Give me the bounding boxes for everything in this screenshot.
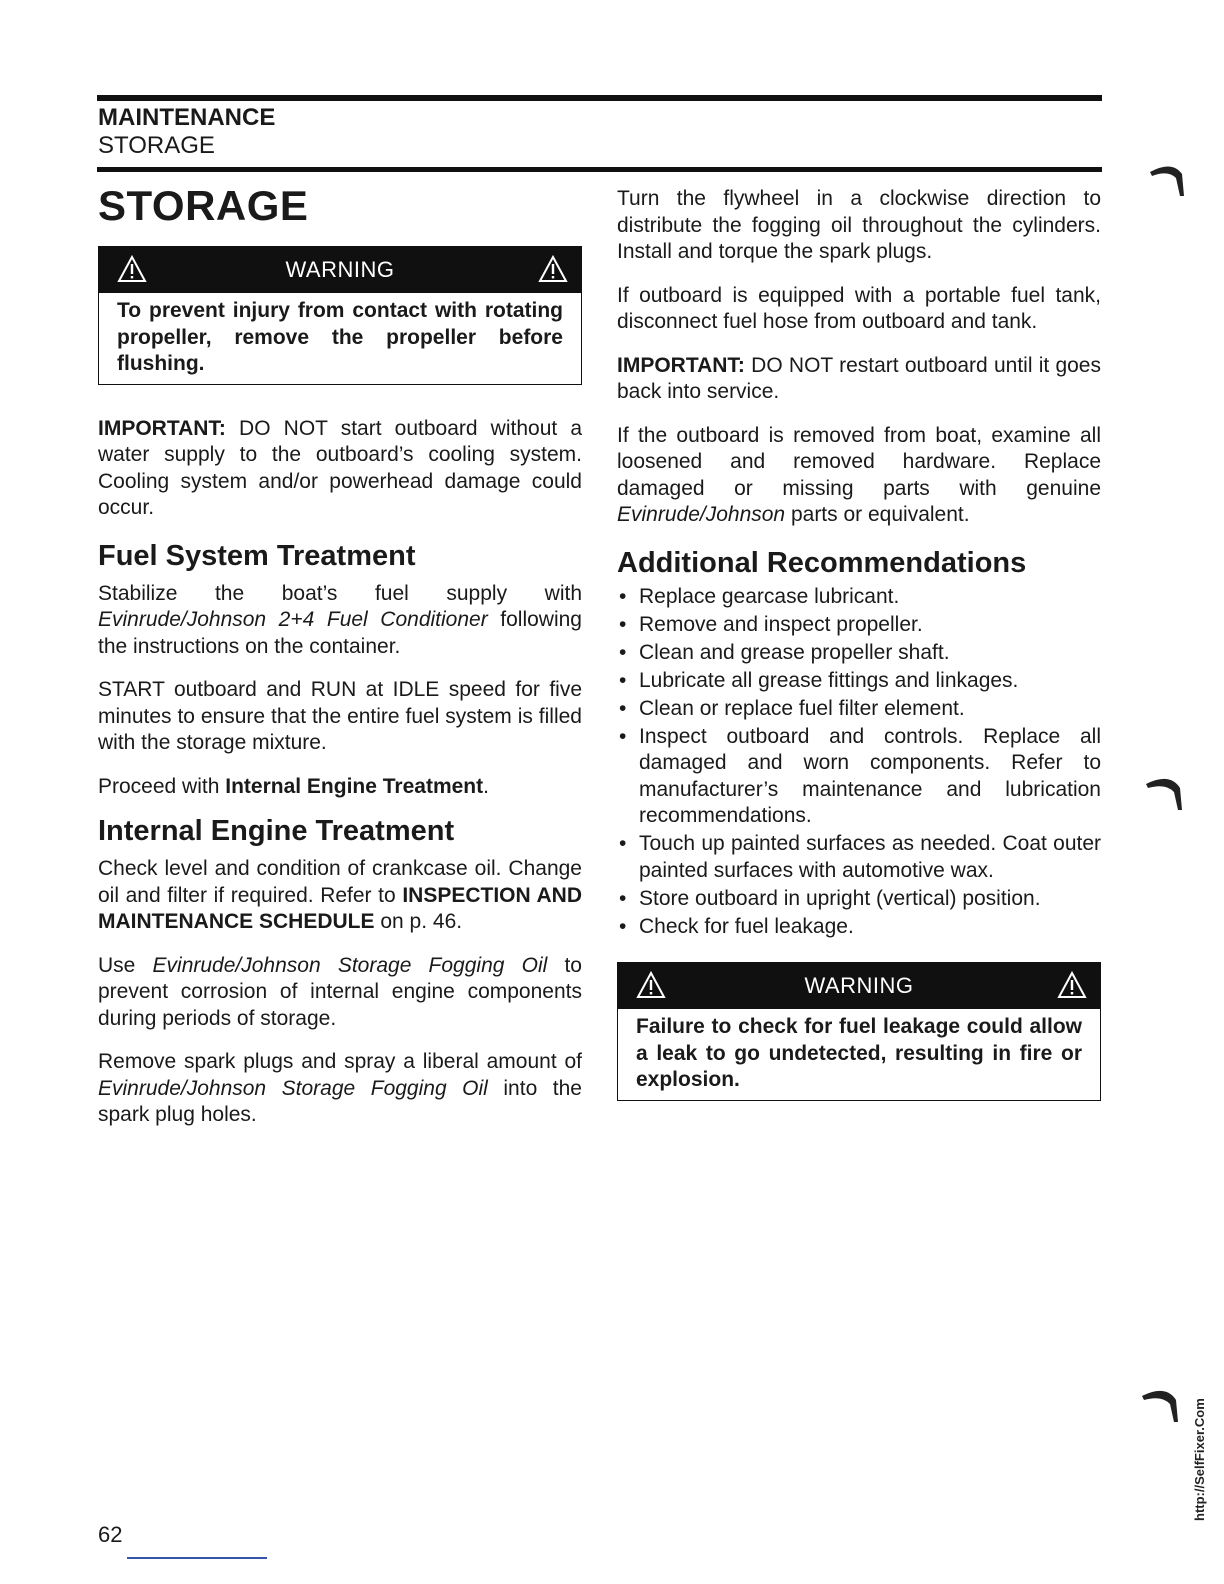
text-run: Check level and condition of crankcase oil. Change oil and filter if required. Refer to bbox=[98, 857, 582, 907]
important-text: DO NOT start outboard without a water supply to the outboard’s cooling system. Cooling system and/or powerhead damage could occur. bbox=[98, 416, 582, 519]
header-rule-top bbox=[97, 95, 1102, 101]
list-item: • Check for fuel leakage. bbox=[617, 914, 1101, 941]
watermark: http://SelfFixer.Com bbox=[1192, 1398, 1207, 1521]
text-run: parts or equivalent. bbox=[785, 503, 970, 526]
warning-box-propeller bbox=[98, 246, 582, 385]
warning-text: Failure to check for fuel leakage could allow a leak to go undetected, resulting in fire or explosion. bbox=[636, 1015, 1082, 1091]
list-item: • Touch up painted surfaces as needed. Coat outer painted surfaces with automotive wax. bbox=[617, 831, 1101, 884]
internal-engine-paragraph-2 bbox=[98, 953, 582, 1033]
cross-reference: INSPECTION AND MAINTENANCE SCHEDULE bbox=[98, 883, 582, 933]
recommendations-list bbox=[617, 584, 1101, 941]
header-rule-bottom bbox=[97, 167, 1102, 172]
text-run: Use bbox=[98, 953, 153, 977]
text-run: into the spark plug holes. bbox=[98, 1076, 582, 1126]
fuel-system-paragraph-2: START outboard and RUN at IDLE speed for five minutes to ensure that the entire fuel system is filled with the storage mixture. bbox=[98, 678, 582, 754]
cross-reference: Internal Engine Treatment bbox=[225, 774, 484, 798]
text-run: Stabilize the boat’s fuel supply with bbox=[98, 581, 582, 605]
text-run: to prevent corrosion of internal engine components during periods of storage. bbox=[98, 953, 582, 1030]
binding-mark bbox=[1140, 1384, 1182, 1426]
warning-triangle-icon bbox=[117, 255, 147, 283]
flywheel-paragraph: Turn the flywheel in a clockwise direction to distribute the fogging oil throughout the cylinders. Install and torque the spark plugs. bbox=[617, 187, 1101, 263]
important-text: DO NOT restart outboard until it goes back into service. bbox=[617, 353, 1101, 403]
header-subsection: STORAGE bbox=[98, 132, 215, 159]
product-name: Evinrude/Johnson Storage Fogging Oil bbox=[152, 953, 548, 977]
text-run: Remove spark plugs and spray a liberal amount of bbox=[98, 1050, 582, 1073]
warning-triangle-icon bbox=[1057, 971, 1087, 999]
internal-engine-paragraph-3 bbox=[98, 1049, 582, 1129]
list-item: • Clean and grease propeller shaft. bbox=[617, 640, 1101, 667]
text-run: on p. 46. bbox=[374, 910, 463, 933]
right-column bbox=[617, 186, 1101, 1132]
page-title: STORAGE bbox=[98, 182, 309, 229]
fuel-tank-paragraph: If outboard is equipped with a portable fuel tank, disconnect fuel hose from outboard and tank. bbox=[617, 283, 1101, 333]
important-note-restart bbox=[617, 353, 1101, 406]
warning-header bbox=[618, 963, 1100, 1009]
list-item: • Inspect outboard and controls. Replace all damaged and worn components. Refer to manufacturer’s maintenance and lubrication recommendations. bbox=[617, 724, 1101, 830]
text-run: following the instructions on the container. bbox=[98, 608, 582, 658]
heading-fuel-system-treatment: Fuel System Treatment bbox=[98, 539, 416, 572]
warning-header bbox=[99, 247, 581, 293]
list-item: • Replace gearcase lubricant. bbox=[617, 584, 1101, 611]
important-label: IMPORTANT: bbox=[98, 416, 226, 440]
hardware-paragraph bbox=[617, 423, 1101, 529]
fuel-system-paragraph-3 bbox=[98, 774, 582, 801]
list-item: • Store outboard in upright (vertical) position. bbox=[617, 886, 1101, 913]
important-label: IMPORTANT: bbox=[617, 353, 745, 377]
binding-mark bbox=[1144, 772, 1186, 814]
text-run: If the outboard is removed from boat, examine all loosened and removed hardware. Replace damaged or missing parts with genuine bbox=[617, 423, 1101, 500]
warning-label: WARNING bbox=[804, 972, 914, 998]
product-name: Evinrude/Johnson Storage Fogging Oil bbox=[98, 1076, 488, 1100]
warning-label: WARNING bbox=[285, 256, 395, 282]
text-run: . bbox=[483, 774, 489, 798]
header-section: MAINTENANCE bbox=[98, 104, 276, 131]
binding-mark bbox=[1148, 160, 1188, 200]
list-item: • Remove and inspect propeller. bbox=[617, 612, 1101, 639]
product-name: Evinrude/Johnson bbox=[617, 503, 786, 526]
warning-triangle-icon bbox=[538, 255, 568, 283]
internal-engine-paragraph-1 bbox=[98, 856, 582, 936]
warning-text: To prevent injury from contact with rotating propeller, remove the propeller before flushing. bbox=[117, 299, 563, 375]
important-note-cooling bbox=[98, 416, 582, 522]
heading-internal-engine-treatment: Internal Engine Treatment bbox=[98, 815, 455, 847]
left-column bbox=[98, 246, 582, 1146]
warning-box-fuel-leak bbox=[617, 962, 1101, 1101]
product-name: Evinrude/Johnson 2+4 Fuel Conditioner bbox=[98, 608, 488, 631]
list-item: • Clean or replace fuel filter element. bbox=[617, 696, 1101, 723]
page-number: 62 bbox=[98, 1522, 123, 1547]
heading-additional-recommendations: Additional Recommendations bbox=[617, 546, 1027, 579]
fuel-system-paragraph-1 bbox=[98, 581, 582, 661]
text-run: Proceed with bbox=[98, 774, 226, 798]
warning-triangle-icon bbox=[636, 971, 666, 999]
footer-rule bbox=[127, 1557, 267, 1559]
list-item: • Lubricate all grease fittings and linkages. bbox=[617, 668, 1101, 695]
